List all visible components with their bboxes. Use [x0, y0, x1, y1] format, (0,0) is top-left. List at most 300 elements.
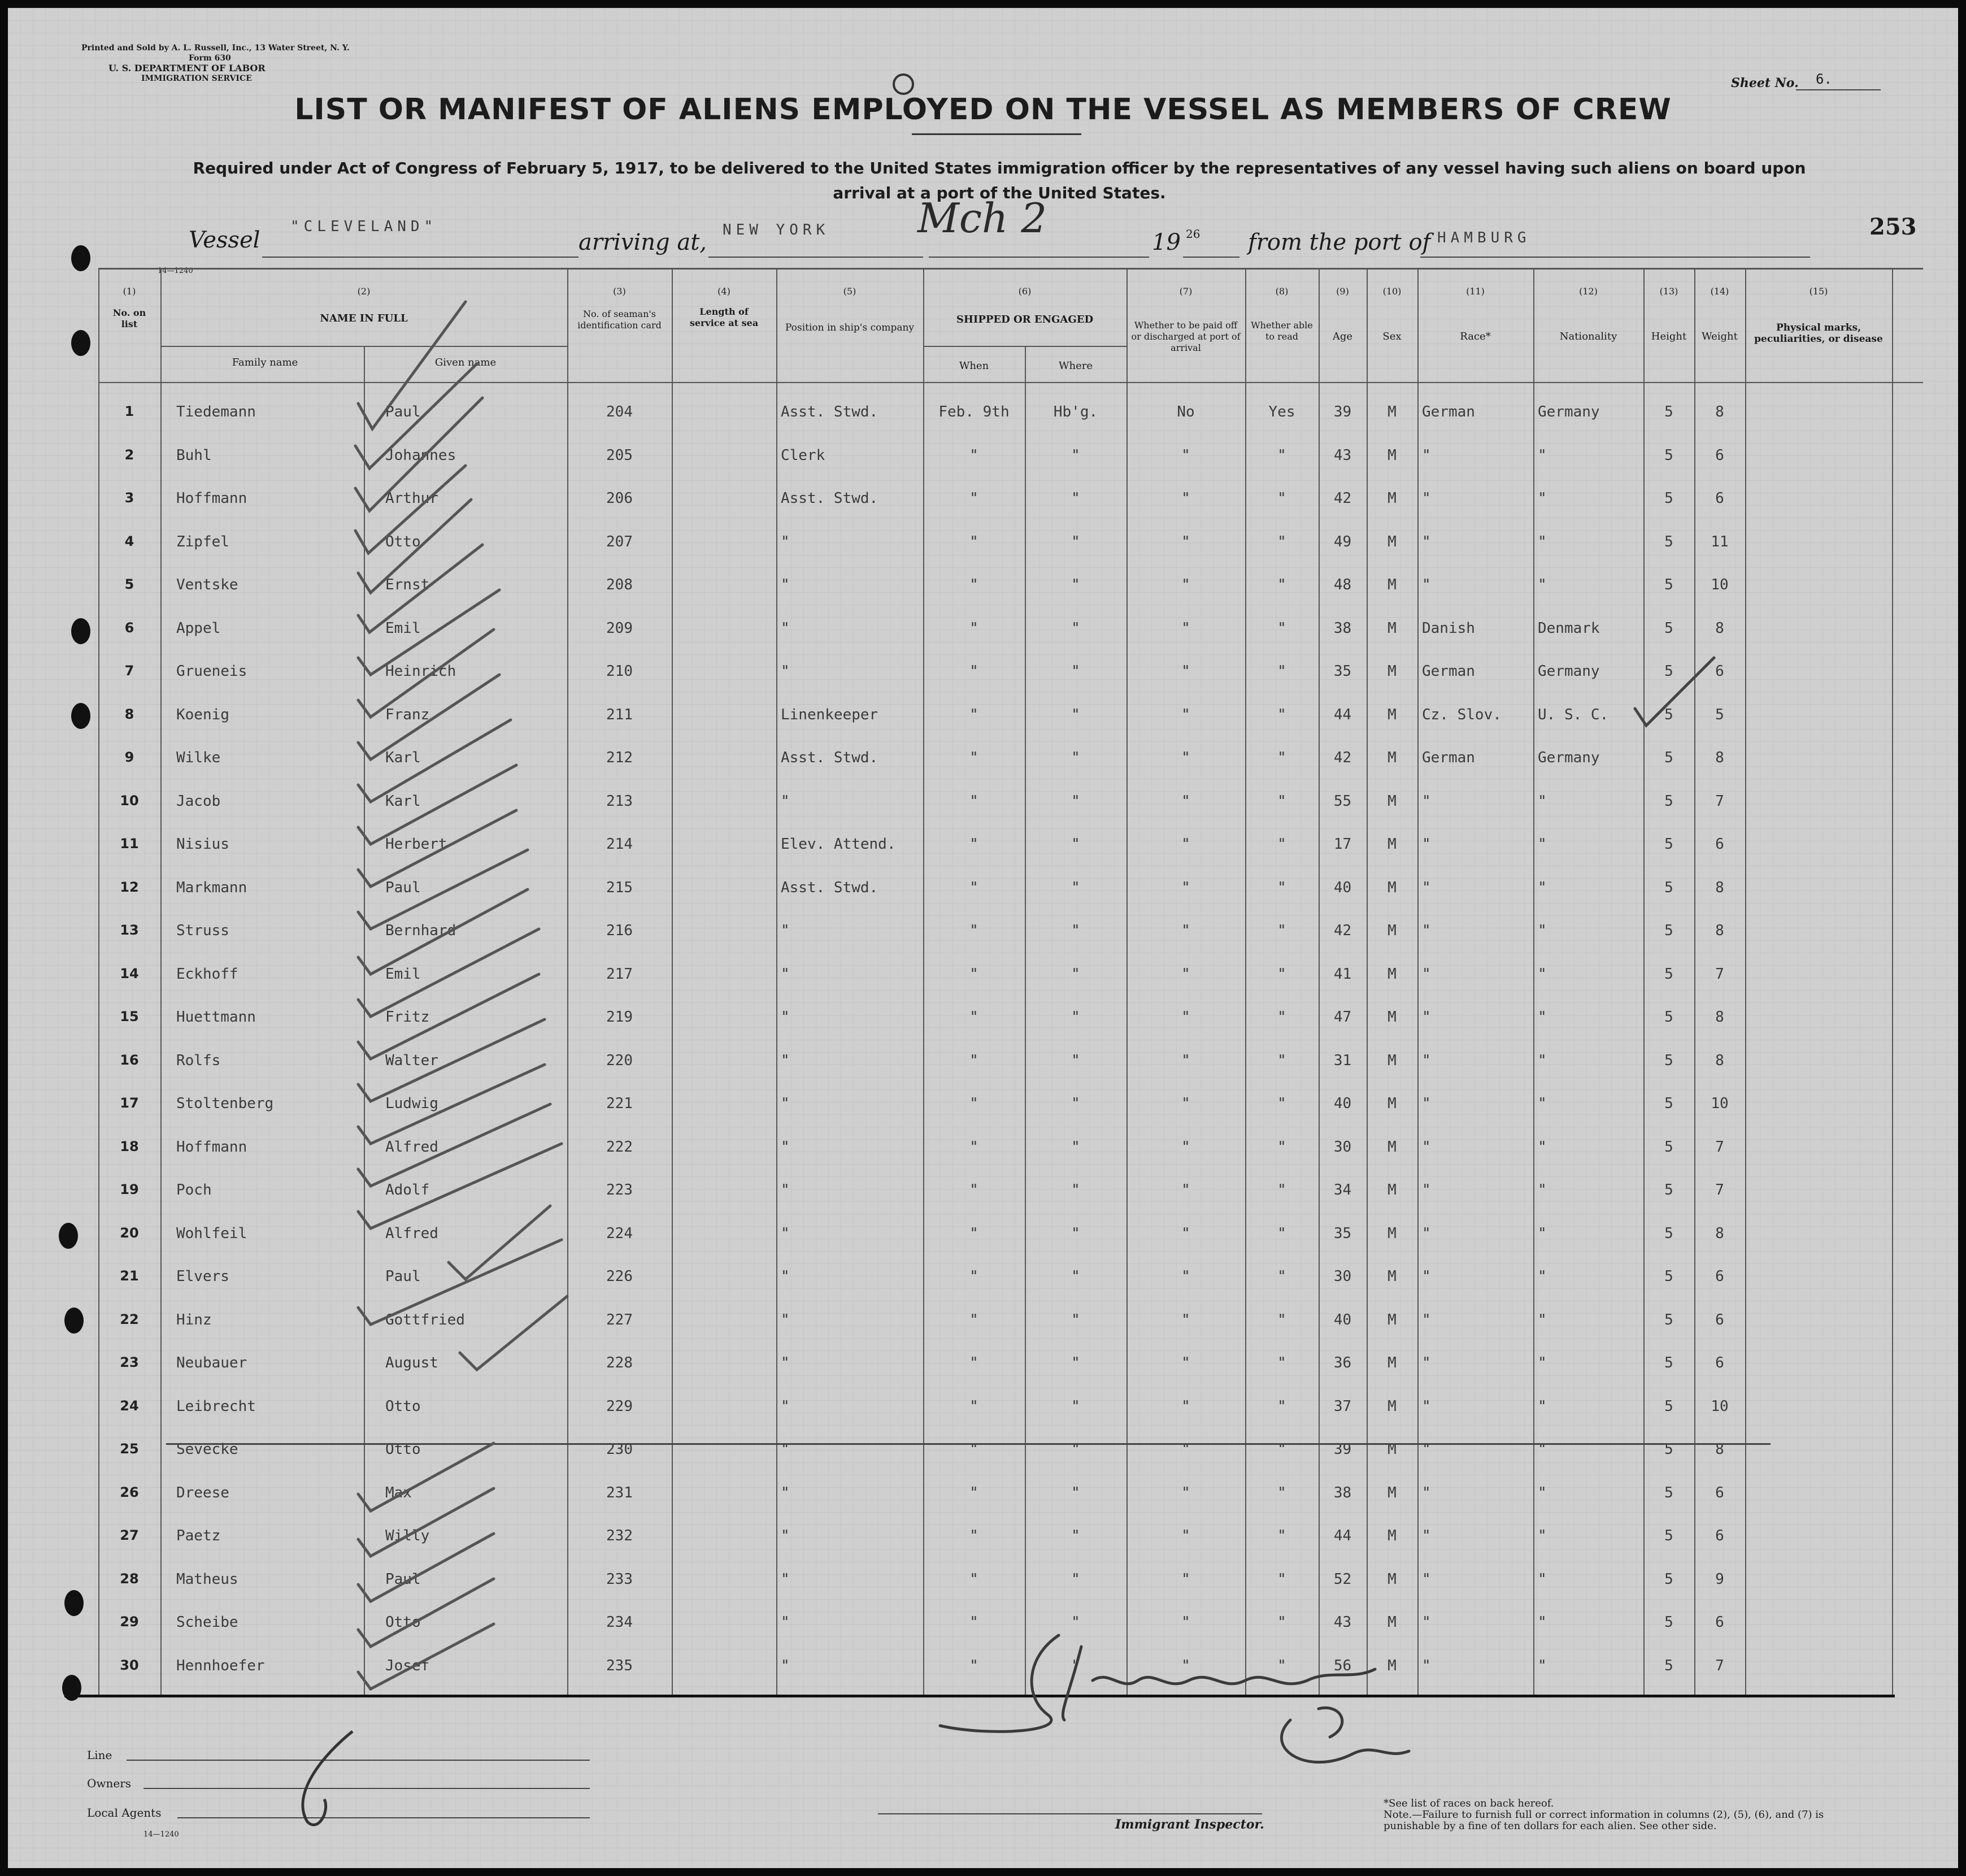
top-hole — [893, 73, 914, 95]
nationality: " — [1538, 792, 1547, 810]
family-name: Tiedemann — [176, 403, 256, 420]
row-number: 14 — [120, 965, 139, 982]
height: 5 — [1664, 1354, 1673, 1371]
shipped-where: " — [1071, 619, 1080, 637]
position: " — [781, 1268, 790, 1285]
col-num: (1) — [123, 286, 136, 297]
height: 5 — [1664, 922, 1673, 939]
col-head-family: Family name — [232, 357, 298, 368]
position: " — [781, 619, 790, 637]
age: 47 — [1333, 1009, 1352, 1026]
form-code: 14—1240 — [158, 267, 193, 275]
col-num: (6) — [1018, 286, 1032, 297]
row-number: 7 — [124, 663, 134, 679]
height: 5 — [1664, 403, 1673, 420]
sex: M — [1387, 1268, 1397, 1285]
paid-off: " — [1181, 1354, 1190, 1371]
col-num: (13) — [1659, 286, 1678, 297]
paid-off: " — [1181, 490, 1190, 507]
given-name: Paul — [385, 1570, 421, 1588]
given-name: Gottfried — [385, 1311, 465, 1328]
shipped-when: " — [969, 1441, 978, 1458]
position: " — [781, 533, 790, 550]
shipped-when: Feb. 9th — [938, 403, 1010, 420]
shipped-when: " — [969, 1224, 978, 1242]
shipped-where: " — [1071, 533, 1080, 550]
nationality: " — [1538, 446, 1547, 464]
sex: M — [1387, 533, 1397, 550]
id-card-number: 211 — [606, 706, 633, 723]
weight: 8 — [1715, 1224, 1724, 1242]
race: " — [1422, 1182, 1431, 1198]
row-number: 2 — [124, 446, 134, 463]
weight: 6 — [1715, 1311, 1724, 1328]
paid-off: " — [1181, 749, 1190, 766]
weight: 6 — [1715, 1484, 1724, 1501]
col-rule — [98, 268, 99, 1695]
able-to-read: " — [1277, 1614, 1286, 1631]
row-number: 1 — [124, 403, 134, 419]
able-to-read: " — [1277, 1397, 1286, 1415]
id-card-number: 233 — [606, 1570, 633, 1588]
able-to-read: " — [1277, 663, 1286, 680]
position: " — [781, 1224, 790, 1242]
given-name: Fritz — [385, 1009, 430, 1026]
given-name: Max — [385, 1484, 412, 1501]
row-number: 15 — [120, 1009, 139, 1024]
col-head-card: No. of seaman's identification card — [577, 309, 662, 331]
family-name: Neubauer — [176, 1354, 247, 1371]
paid-off: " — [1181, 533, 1190, 550]
race: " — [1422, 965, 1431, 983]
shipped-where: " — [1071, 792, 1080, 810]
id-card-number: 213 — [606, 792, 633, 810]
sex: M — [1387, 1484, 1397, 1501]
vessel-fill-line — [262, 257, 579, 258]
shipped-where: " — [1071, 1095, 1080, 1112]
weight: 7 — [1715, 792, 1724, 810]
row-number: 24 — [120, 1397, 139, 1414]
weight: 8 — [1715, 1052, 1724, 1069]
position: " — [781, 1138, 790, 1156]
race: " — [1422, 576, 1431, 593]
row-number: 18 — [120, 1138, 139, 1154]
shipped-where: " — [1071, 1224, 1080, 1242]
age: 39 — [1333, 1441, 1352, 1458]
height: 5 — [1664, 1657, 1673, 1674]
paid-off: " — [1181, 1441, 1190, 1458]
height: 5 — [1664, 792, 1673, 810]
col-num: (4) — [717, 286, 730, 297]
given-name: Otto — [385, 1397, 421, 1415]
family-name: Hoffmann — [176, 1138, 247, 1156]
shipped-where: " — [1071, 965, 1080, 983]
sex: M — [1387, 1311, 1397, 1328]
race: " — [1422, 1397, 1431, 1415]
able-to-read: " — [1277, 533, 1286, 550]
col-rule — [1745, 268, 1746, 1695]
family-name: Ventske — [176, 576, 238, 593]
age: 40 — [1333, 1311, 1352, 1328]
paid-off: " — [1181, 922, 1190, 939]
race: German — [1422, 663, 1475, 680]
position: " — [781, 792, 790, 810]
nationality: " — [1538, 1138, 1547, 1156]
shipped-where: " — [1071, 1052, 1080, 1069]
sheet-no-value: 6. — [1816, 71, 1832, 87]
age: 39 — [1333, 403, 1352, 420]
given-name: Josef — [385, 1657, 430, 1674]
able-to-read: " — [1277, 1182, 1286, 1198]
id-card-number: 217 — [606, 965, 633, 983]
row-number: 26 — [120, 1484, 139, 1500]
race: " — [1422, 1657, 1431, 1674]
height: 5 — [1664, 1527, 1673, 1544]
col-head-name: NAME IN FULL — [320, 312, 408, 324]
punch-hole — [71, 330, 90, 356]
family-name: Jacob — [176, 792, 221, 810]
id-card-number: 226 — [606, 1268, 633, 1285]
given-name: Karl — [385, 749, 421, 766]
paid-off: " — [1181, 1182, 1190, 1198]
col-head-read: Whether able to read — [1251, 320, 1313, 342]
given-name: Alfred — [385, 1138, 438, 1156]
punch-hole — [71, 618, 90, 644]
age: 41 — [1333, 965, 1352, 983]
race: " — [1422, 533, 1431, 550]
weight: 6 — [1715, 1268, 1724, 1285]
nationality: " — [1538, 1484, 1547, 1501]
year-prefix: 19 — [1152, 229, 1181, 255]
weight: 8 — [1715, 749, 1724, 766]
punch-hole — [64, 1590, 84, 1616]
weight: 7 — [1715, 1657, 1724, 1674]
id-card-number: 214 — [606, 836, 633, 853]
weight: 6 — [1715, 836, 1724, 853]
row-number: 6 — [124, 619, 134, 636]
weight: 6 — [1715, 1354, 1724, 1371]
shipped-when: " — [969, 533, 978, 550]
punch-hole — [71, 703, 90, 729]
given-name: Paul — [385, 879, 421, 896]
paid-off: " — [1181, 1570, 1190, 1588]
paid-off: " — [1181, 619, 1190, 637]
shipped-where: " — [1071, 1397, 1080, 1415]
position: " — [781, 1311, 790, 1328]
shipped-when: " — [969, 1138, 978, 1156]
family-name: Wilke — [176, 749, 221, 766]
col-num: (5) — [843, 286, 856, 297]
able-to-read: " — [1277, 490, 1286, 507]
family-name: Wohlfeil — [176, 1224, 247, 1242]
id-card-number: 221 — [606, 1095, 633, 1112]
id-card-number: 206 — [606, 490, 633, 507]
weight: 10 — [1711, 1397, 1729, 1415]
age: 44 — [1333, 1527, 1352, 1544]
footnote-races: *See list of races on back hereof. — [1384, 1797, 1554, 1809]
position: " — [781, 1354, 790, 1371]
shipped-where: " — [1071, 490, 1080, 507]
paid-off: No — [1177, 403, 1195, 420]
shipped-when: " — [969, 1095, 978, 1112]
position: " — [781, 663, 790, 680]
col-head-race: Race* — [1460, 331, 1491, 342]
position: " — [781, 576, 790, 593]
height: 5 — [1664, 1570, 1673, 1588]
footer-form-code: 14—1240 — [143, 1830, 179, 1839]
paid-off: " — [1181, 879, 1190, 896]
sex: M — [1387, 1397, 1397, 1415]
given-name: Emil — [385, 965, 421, 983]
height: 5 — [1664, 1441, 1673, 1458]
nationality: " — [1538, 533, 1547, 550]
punch-hole — [59, 1223, 78, 1249]
id-card-number: 224 — [606, 1224, 633, 1242]
family-name: Stoltenberg — [176, 1095, 274, 1112]
weight: 7 — [1715, 965, 1724, 983]
table-top-rule — [98, 268, 1923, 270]
punch-hole — [71, 245, 90, 271]
given-name: Johannes — [385, 446, 456, 464]
shipped-when: " — [969, 576, 978, 593]
from-port: HAMBURG — [1437, 229, 1531, 246]
position: Elev. Attend. — [781, 836, 896, 853]
position: " — [781, 1009, 790, 1026]
col-num: (2) — [357, 286, 371, 297]
id-card-number: 210 — [606, 663, 633, 680]
shipped-when: " — [969, 1268, 978, 1285]
shipped-when: " — [969, 1570, 978, 1588]
family-name: Paetz — [176, 1527, 221, 1544]
position: Asst. Stwd. — [781, 403, 878, 420]
position: " — [781, 1570, 790, 1588]
id-card-number: 230 — [606, 1441, 633, 1458]
nationality: Germany — [1538, 403, 1600, 420]
id-card-number: 208 — [606, 576, 633, 593]
shipped-when: " — [969, 1311, 978, 1328]
age: 36 — [1333, 1354, 1352, 1371]
shipped-when: " — [969, 490, 978, 507]
age: 30 — [1333, 1138, 1352, 1156]
position: Linenkeeper — [781, 706, 878, 723]
row-number: 8 — [124, 706, 134, 722]
nationality: Germany — [1538, 749, 1600, 766]
race: German — [1422, 403, 1475, 420]
shipped-when: " — [969, 1354, 978, 1371]
family-name: Rolfs — [176, 1052, 221, 1069]
weight: 7 — [1715, 1182, 1724, 1198]
able-to-read: " — [1277, 1570, 1286, 1588]
nationality: " — [1538, 1397, 1547, 1415]
weight: 6 — [1715, 1527, 1724, 1544]
weight: 10 — [1711, 576, 1729, 593]
col-num: (10) — [1382, 286, 1402, 297]
sex: M — [1387, 1095, 1397, 1112]
shipped-when: " — [969, 792, 978, 810]
weight: 8 — [1715, 619, 1724, 637]
shipped-when: " — [969, 879, 978, 896]
height: 5 — [1664, 879, 1673, 896]
weight: 8 — [1715, 403, 1724, 420]
nationality: " — [1538, 1095, 1547, 1112]
position: " — [781, 1182, 790, 1198]
shipped-where: " — [1071, 576, 1080, 593]
race: Cz. Slov. — [1422, 706, 1502, 723]
col-head-when: When — [959, 360, 989, 372]
height: 5 — [1664, 1182, 1673, 1198]
shipped-when: " — [969, 619, 978, 637]
paid-off: " — [1181, 1527, 1190, 1544]
col-rule — [160, 268, 162, 1695]
given-name: Alfred — [385, 1224, 438, 1242]
sex: M — [1387, 879, 1397, 896]
nationality: " — [1538, 922, 1547, 939]
sex: M — [1387, 1657, 1397, 1674]
col-head-sex: Sex — [1382, 331, 1402, 342]
row-number: 16 — [120, 1052, 139, 1068]
row-number: 25 — [120, 1441, 139, 1457]
height: 5 — [1664, 1397, 1673, 1415]
given-name: Ernst — [385, 576, 430, 593]
row-number: 30 — [120, 1657, 139, 1673]
id-card-number: 223 — [606, 1182, 633, 1198]
page-title: LIST OR MANIFEST OF ALIENS EMPLOYED ON THE VESSEL AS MEMBERS OF CREW — [294, 93, 1672, 127]
shipped-where: " — [1071, 1138, 1080, 1156]
sheet-no-line — [1796, 89, 1881, 90]
shipped-where: " — [1071, 1614, 1080, 1631]
height: 5 — [1664, 490, 1673, 507]
paid-off: " — [1181, 1657, 1190, 1674]
weight: 7 — [1715, 1138, 1724, 1156]
height: 5 — [1664, 1484, 1673, 1501]
shipped-where: " — [1071, 1354, 1080, 1371]
page-number: 253 — [1869, 214, 1917, 240]
footer-line-label: Line — [87, 1748, 112, 1762]
position: " — [781, 1052, 790, 1069]
sex: M — [1387, 490, 1397, 507]
paid-off: " — [1181, 1484, 1190, 1501]
shipped-when: " — [969, 1614, 978, 1631]
able-to-read: " — [1277, 1311, 1286, 1328]
sex: M — [1387, 792, 1397, 810]
row-number: 11 — [120, 836, 139, 852]
shipped-where: " — [1071, 749, 1080, 766]
able-to-read: " — [1277, 965, 1286, 983]
given-name: Franz — [385, 706, 430, 723]
shipped-where: " — [1071, 1009, 1080, 1026]
paid-off: " — [1181, 1268, 1190, 1285]
age: 44 — [1333, 706, 1352, 723]
col-head-physical: Physical marks, peculiarities, or disease — [1754, 322, 1883, 345]
nationality: U. S. C. — [1538, 706, 1609, 723]
age: 34 — [1333, 1182, 1352, 1198]
able-to-read: Yes — [1268, 403, 1295, 420]
id-card-number: 207 — [606, 533, 633, 550]
id-card-number: 220 — [606, 1052, 633, 1069]
family-name: Eckhoff — [176, 965, 238, 983]
able-to-read: " — [1277, 922, 1286, 939]
inspector-label: Immigrant Inspector. — [1115, 1817, 1264, 1832]
height: 5 — [1664, 1138, 1673, 1156]
position: Asst. Stwd. — [781, 490, 878, 507]
position: " — [781, 1397, 790, 1415]
shipped-when: " — [969, 965, 978, 983]
row-number: 3 — [124, 490, 134, 506]
paid-off: " — [1181, 446, 1190, 464]
nationality: " — [1538, 1657, 1547, 1674]
family-name: Hoffmann — [176, 490, 247, 507]
manifest-sheet — [8, 8, 1958, 1868]
sex: M — [1387, 403, 1397, 420]
position: Asst. Stwd. — [781, 879, 878, 896]
family-name: Huettmann — [176, 1009, 256, 1026]
shipped-where: " — [1071, 1570, 1080, 1588]
height: 5 — [1664, 1009, 1673, 1026]
sex: M — [1387, 1182, 1397, 1198]
race: " — [1422, 490, 1431, 507]
col-num: (14) — [1710, 286, 1729, 297]
age: 38 — [1333, 1484, 1352, 1501]
family-name: Poch — [176, 1182, 212, 1198]
age: 35 — [1333, 1224, 1352, 1242]
shipped-where: Hb'g. — [1053, 403, 1098, 420]
shipped-where: " — [1071, 1182, 1080, 1198]
col-rule — [1892, 268, 1893, 1695]
race: " — [1422, 1009, 1431, 1026]
id-card-number: 216 — [606, 922, 633, 939]
col-head-shipped: SHIPPED OR ENGAGED — [956, 314, 1094, 325]
age: 48 — [1333, 576, 1352, 593]
able-to-read: " — [1277, 446, 1286, 464]
sex: M — [1387, 663, 1397, 680]
height: 5 — [1664, 1268, 1673, 1285]
height: 5 — [1664, 619, 1673, 637]
race: Danish — [1422, 619, 1475, 637]
shipped-when: " — [969, 1527, 978, 1544]
weight: 6 — [1715, 663, 1724, 680]
sex: M — [1387, 619, 1397, 637]
age: 35 — [1333, 663, 1352, 680]
paid-off: " — [1181, 1614, 1190, 1631]
col-rule — [1417, 268, 1419, 1695]
col-num: (11) — [1466, 286, 1485, 297]
able-to-read: " — [1277, 1354, 1286, 1371]
handwritten-mark — [279, 1720, 369, 1833]
sex: M — [1387, 1614, 1397, 1631]
race: " — [1422, 1268, 1431, 1285]
col-head-paid: Whether to be paid off or discharged at port of arrival — [1131, 320, 1241, 353]
family-name: Nisius — [176, 836, 229, 853]
footer-agents-fill — [177, 1817, 590, 1818]
weight: 8 — [1715, 1441, 1724, 1458]
height: 5 — [1664, 1614, 1673, 1631]
shipped-where: " — [1071, 1484, 1080, 1501]
age: 43 — [1333, 1614, 1352, 1631]
arrival-date-handwritten: Mch 2 — [917, 194, 1047, 242]
col-num: (7) — [1179, 286, 1193, 297]
id-card-number: 215 — [606, 879, 633, 896]
shipped-where: " — [1071, 922, 1080, 939]
shipped-when: " — [969, 1009, 978, 1026]
position: " — [781, 1095, 790, 1112]
printer-line: Printed and Sold by A. L. Russell, Inc., 13 Water Street, N. Y. — [81, 44, 350, 53]
family-name: Appel — [176, 619, 221, 637]
height: 5 — [1664, 836, 1673, 853]
printer-block — [81, 43, 477, 84]
nationality: " — [1538, 1354, 1547, 1371]
height: 5 — [1664, 1224, 1673, 1242]
family-name: Scheibe — [176, 1614, 238, 1631]
